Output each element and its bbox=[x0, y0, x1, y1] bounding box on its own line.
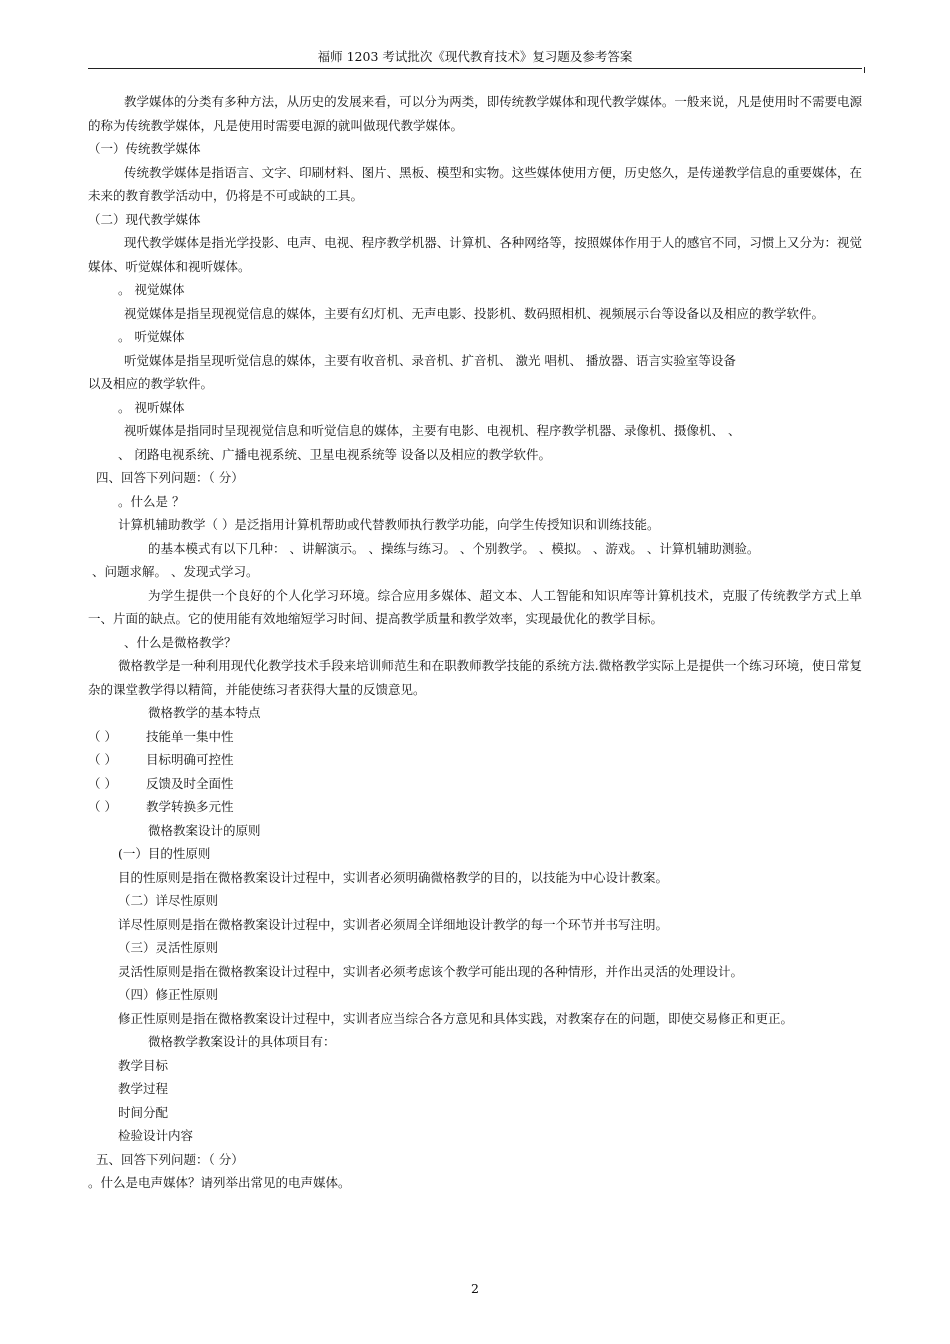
paragraph-audio-media-line2: 以及相应的教学软件。 bbox=[88, 376, 214, 391]
feature-number: （ ） bbox=[88, 775, 117, 791]
section-five-heading: 五、回答下列问题：（ 分） bbox=[96, 1151, 244, 1167]
feature-number: （ ） bbox=[88, 799, 117, 814]
question-cai: 。什么是 ？ bbox=[118, 493, 185, 509]
principle-heading-detail: （二）详尽性原则 bbox=[118, 893, 219, 908]
heading-audio-media: 。 听觉媒体 bbox=[118, 329, 185, 344]
feature-item bbox=[88, 795, 862, 819]
cai-modes-line2: 、问题求解。 、发现式学习。 bbox=[92, 564, 259, 579]
paragraph-media-classification: 教学媒体的分类有多种方法，从历史的发展来看，可以分为两类，即传统教学媒体和现代教学媒体。一般来说，凡是使用时不需要电源的称为传统教学媒体，凡是使用时需要电源的就叫做现代教学媒体。 bbox=[88, 94, 862, 133]
microteaching-features-title: 微格教学的基本特点 bbox=[148, 705, 261, 720]
feature-text: 反馈及时全面性 bbox=[146, 775, 234, 791]
feature-item bbox=[88, 748, 862, 772]
cai-modes-line1: 的基本模式有以下几种： 、讲解演示。 、操练与练习。 、个别教学。 、模拟。 、游戏。 、计算机辅助测验。 bbox=[148, 540, 760, 556]
principle-text-detail: 详尽性原则是指在微格教案设计过程中，实训者必须周全详细地设计教学的每一个环节并书写注明。 bbox=[118, 916, 669, 932]
heading-av-media: 。 视听媒体 bbox=[118, 399, 185, 415]
principle-text-purpose: 目的性原则是指在微格教案设计过程中，实训者必须明确微格教学的目的，以技能为中心设计教案。 bbox=[118, 869, 669, 885]
microteaching-definition: 微格教学是一种利用现代化教学技术手段来培训师范生和在职教师教学技能的系统方法.微格教学实际上是提供一个练习环境，使日常复杂的课堂教学得以精简，并能使练习者获得大量的反馈意见。 bbox=[88, 658, 862, 697]
principle-heading-purpose: (一）目的性原则 bbox=[118, 846, 211, 861]
paragraph-visual-media: 视觉媒体是指呈现视觉信息的媒体，主要有幻灯机、无声电影、投影机、数码照相机、视频展示台等设备以及相应的教学软件。 bbox=[124, 305, 825, 321]
principle-text-revision: 修正性原则是指在微格教案设计过程中，实训者应当综合各方意见和具体实践，对教案存在的问题，即使交易修正和更正。 bbox=[118, 1010, 794, 1026]
heading-traditional-media: （一）传统教学媒体 bbox=[88, 141, 201, 156]
paragraph-traditional-media: 传统教学媒体是指语言、文字、印刷材料、图片、黑板、模型和实物。这些媒体使用方便，历史悠久，是传递教学信息的重要媒体，在未来的教育教学活动中，仍将是不可或缺的工具。 bbox=[88, 164, 862, 203]
principle-text-flexibility: 灵活性原则是指在微格教案设计过程中，实训者必须考虑该个教学可能出现的各种情形，并作出灵活的处理设计。 bbox=[118, 963, 744, 979]
paragraph-av-media-line2: 、 闭路电视系统、广播电视系统、卫星电视系统等 设备以及相应的教学软件。 bbox=[118, 446, 551, 462]
feature-item bbox=[88, 725, 862, 749]
feature-text: 技能单一集中性 bbox=[146, 728, 234, 744]
feature-item bbox=[88, 772, 862, 796]
page-number: 2 bbox=[471, 1281, 479, 1296]
paragraph-av-media-line1: 视听媒体是指同时呈现视觉信息和听觉信息的媒体，主要有电影、电视机、程序教学机器、录像机、摄像机、 、 bbox=[124, 423, 741, 438]
paragraph-audio-media-line1: 听觉媒体是指呈现听觉信息的媒体，主要有收音机、录音机、扩音机、 激光 唱机、 播放器、语言实验室等设备 bbox=[124, 352, 736, 368]
document-body bbox=[88, 90, 862, 1195]
feature-number: （ ） bbox=[88, 752, 117, 767]
header-title: 福师 1203 考试批次《现代教育技术》复习题及参考答案 bbox=[317, 49, 633, 64]
feature-text: 教学转换多元性 bbox=[146, 799, 234, 814]
principles-title: 微格教案设计的原则 bbox=[148, 822, 261, 838]
principle-heading-revision: （四）修正性原则 bbox=[118, 987, 219, 1002]
heading-modern-media: （二）现代教学媒体 bbox=[88, 211, 201, 227]
section-four-heading: 四、回答下列问题：（ 分） bbox=[96, 470, 244, 485]
cai-benefits: 为学生提供一个良好的个人化学习环境。综合应用多媒体、超文本、人工智能和知识库等计算机技术，克服了传统教学方式上单一、片面的缺点。它的使用能有效地缩短学习时间、提高教学质量和教学效率，实现最优化的教学目标。 bbox=[88, 587, 862, 626]
heading-visual-media: 。 视觉媒体 bbox=[118, 282, 185, 297]
lesson-plan-item: 检验设计内容 bbox=[118, 1128, 194, 1143]
cai-definition: 计算机辅助教学（ ）是泛指用计算机帮助或代替教师执行教学功能，向学生传授知识和训练技能。 bbox=[118, 517, 660, 532]
question-microteaching: 、什么是微格教学？ bbox=[124, 634, 237, 650]
feature-number: （ ） bbox=[88, 728, 117, 744]
question-electroacoustic-media: 。什么是电声媒体？请列举出常见的电声媒体。 bbox=[88, 1175, 351, 1190]
lesson-plan-item: 教学目标 bbox=[118, 1057, 169, 1073]
lesson-plan-items-title: 微格教学教案设计的具体项目有： bbox=[148, 1034, 336, 1049]
principle-heading-flexibility: （三）灵活性原则 bbox=[118, 940, 219, 955]
feature-text: 目标明确可控性 bbox=[146, 752, 234, 767]
page-header bbox=[88, 50, 862, 69]
paragraph-modern-media: 现代教学媒体是指光学投影、电声、电视、程序教学机器、计算机、各种网络等，按照媒体作用于人的感官不同，习惯上又分为：视觉媒体、听觉媒体和视听媒体。 bbox=[88, 235, 862, 274]
header-rule-tick bbox=[864, 67, 865, 73]
lesson-plan-item: 时间分配 bbox=[118, 1104, 169, 1120]
lesson-plan-item: 教学过程 bbox=[118, 1081, 169, 1096]
